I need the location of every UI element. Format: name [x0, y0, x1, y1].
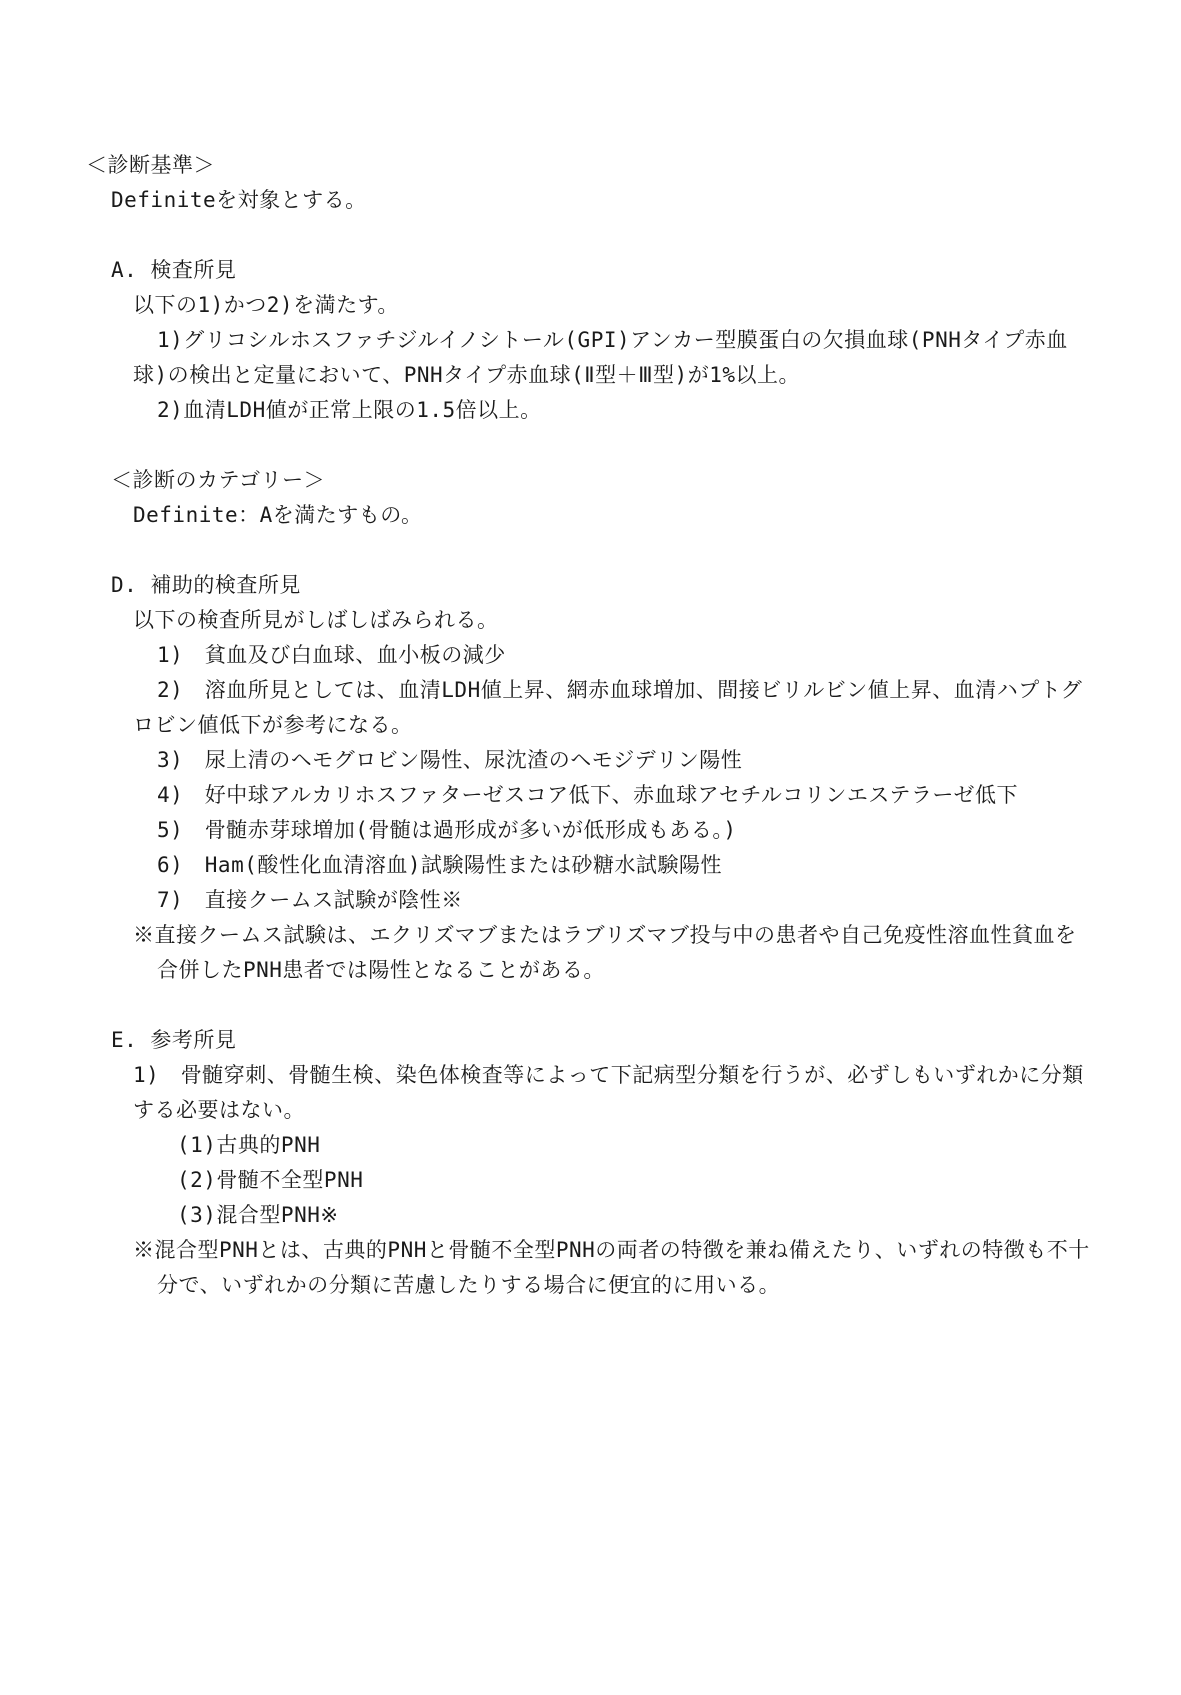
- section-d-item6: 6) Ham(酸性化血清溶血)試験陽性または砂糖水試験陽性: [157, 853, 722, 877]
- section-a-title: A. 検査所見: [111, 258, 237, 282]
- section-d-item1: 1) 貧血及び白血球、血小板の減少: [157, 643, 506, 667]
- section-e-sub3: (3)混合型PNH※: [177, 1203, 339, 1227]
- document-heading: ＜診断基準＞: [86, 153, 215, 177]
- section-e-item1-line1: 1) 骨髄穿刺、骨髄生検、染色体検査等によって下記病型分類を行うが、必ずしもいずれかに分類: [133, 1063, 1084, 1087]
- section-d-item4: 4) 好中球アルカリホスファターゼスコア低下、赤血球アセチルコリンエステラーゼ低下: [157, 783, 1019, 807]
- section-e-sub1: (1)古典的PNH: [177, 1133, 321, 1157]
- section-a-item1-line2: 球)の検出と定量において、PNHタイプ赤血球(Ⅱ型＋Ⅲ型)が1%以上。: [133, 363, 800, 387]
- section-e-sub2: (2)骨髄不全型PNH: [177, 1168, 364, 1192]
- intro-text: Definiteを対象とする。: [111, 188, 367, 212]
- section-e-title: E. 参考所見: [111, 1028, 237, 1052]
- section-d-note-line1: ※直接クームス試験は、エクリズマブまたはラブリズマブ投与中の患者や自己免疫性溶血性貧血を: [133, 923, 1077, 947]
- section-d-item7: 7) 直接クームス試験が陰性※: [157, 888, 463, 912]
- section-a-item1-line1: 1)グリコシルホスファチジルイノシトール(GPI)アンカー型膜蛋白の欠損血球(PNHタイプ赤血: [157, 328, 1068, 352]
- category-definite: Definite：Aを満たすもの。: [133, 503, 423, 527]
- section-d-title: D. 補助的検査所見: [111, 573, 301, 597]
- section-d-note-line2: 合併したPNH患者では陽性となることがある。: [157, 958, 605, 982]
- section-d-lead: 以下の検査所見がしばしばみられる。: [133, 608, 499, 632]
- section-a-lead: 以下の1)かつ2)を満たす。: [133, 293, 399, 317]
- section-e-note-line1: ※混合型PNHとは、古典的PNHと骨髄不全型PNHの両者の特徴を兼ね備えたり、いずれの特徴も不十: [133, 1238, 1090, 1262]
- section-d-item2-line1: 2) 溶血所見としては、血清LDH値上昇、網赤血球増加、間接ビリルビン値上昇、血清ハプトグ: [157, 678, 1083, 702]
- section-e-note-line2: 分で、いずれかの分類に苦慮したりする場合に便宜的に用いる。: [157, 1273, 781, 1297]
- section-e-item1-line2: する必要はない。: [133, 1098, 305, 1122]
- category-title: ＜診断のカテゴリー＞: [111, 468, 326, 492]
- section-d-item3: 3) 尿上清のヘモグロビン陽性、尿沈渣のヘモジデリン陽性: [157, 748, 743, 772]
- section-d-item2-line2: ロビン値低下が参考になる。: [133, 713, 413, 737]
- section-d-item5: 5) 骨髄赤芽球増加(骨髄は過形成が多いが低形成もある。): [157, 818, 737, 842]
- section-a-item2: 2)血清LDH値が正常上限の1.5倍以上。: [157, 398, 542, 422]
